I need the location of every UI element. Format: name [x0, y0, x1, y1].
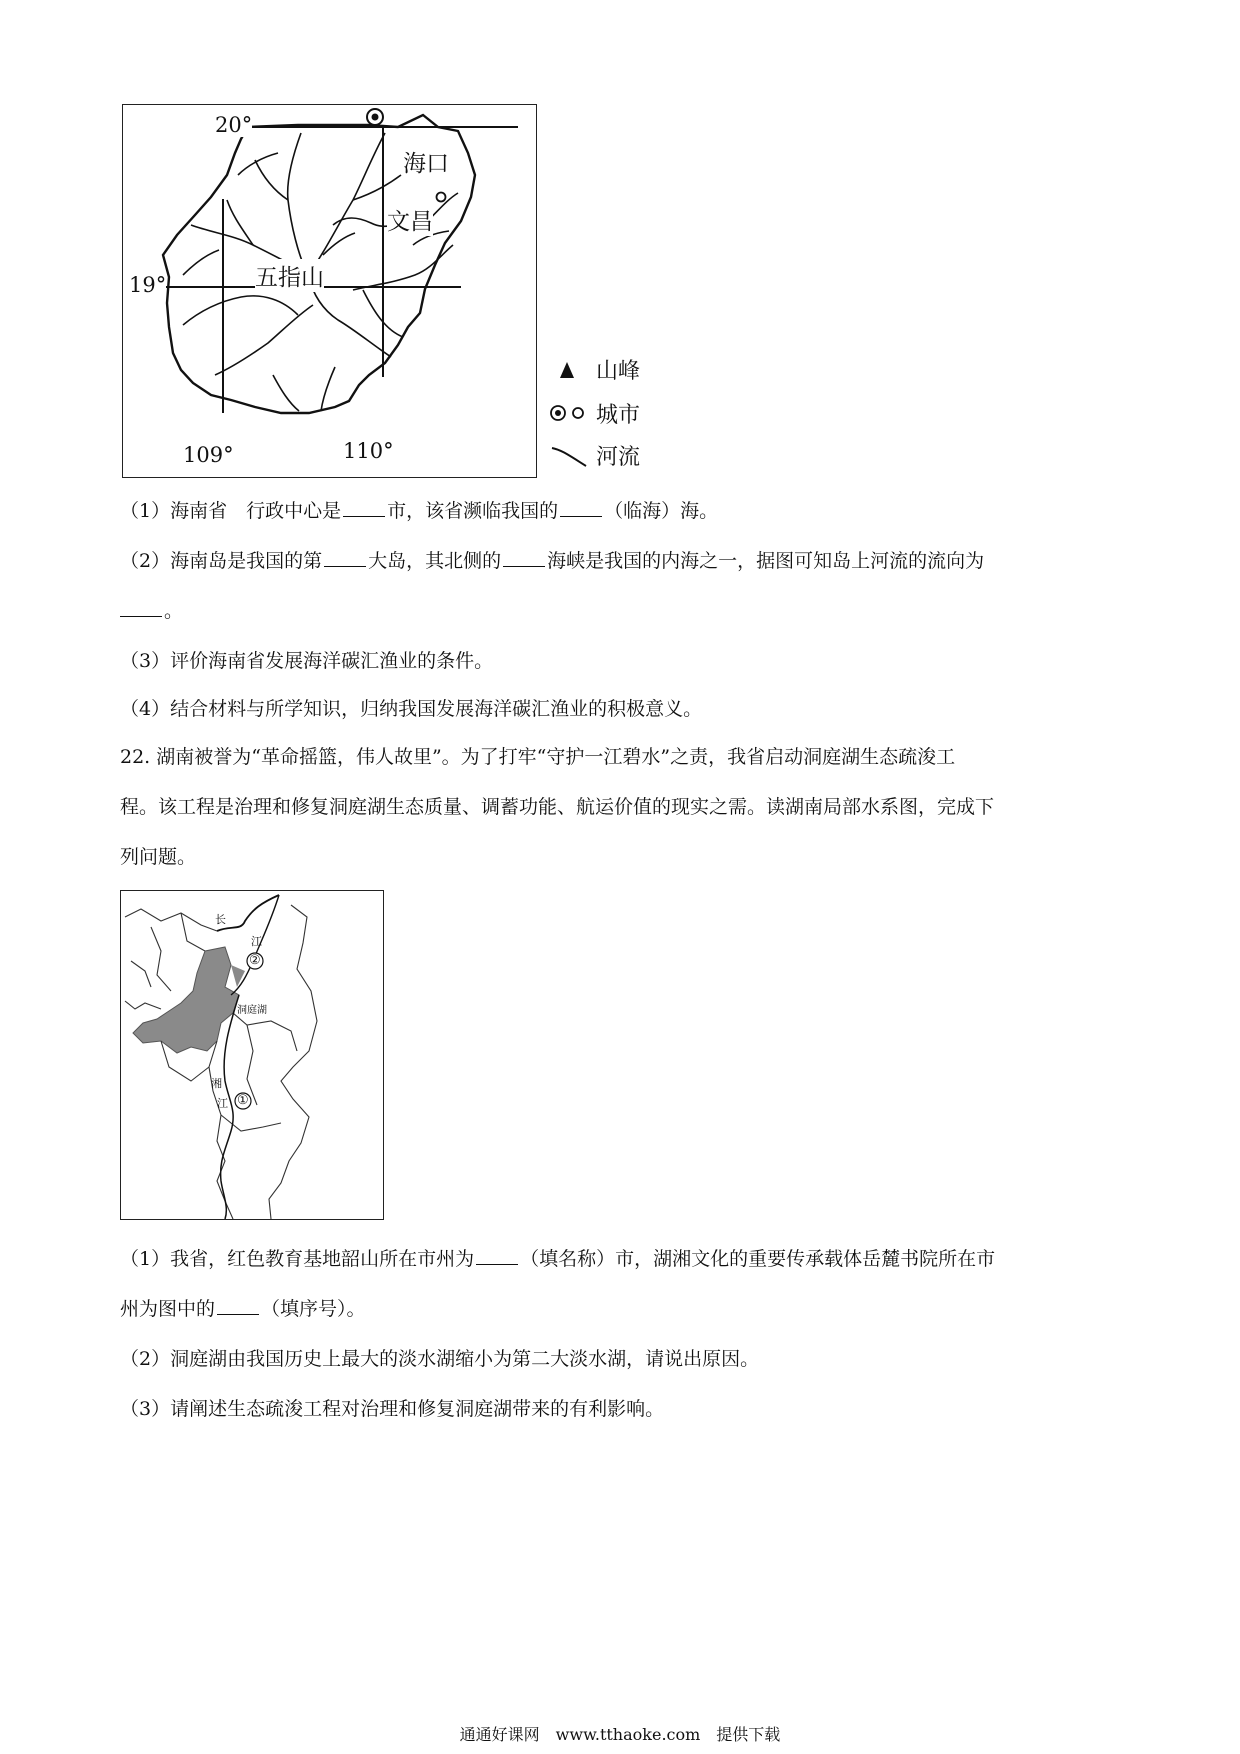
- q21-part1: （1）海南省 行政中心是 市，该省濒临我国的 （临海）海。: [120, 500, 719, 522]
- label-jiang: 江: [251, 935, 262, 948]
- haikou-label: 海口: [403, 145, 449, 178]
- q21-part3: （3）评价海南省发展海洋碳汇渔业的条件。: [120, 650, 494, 672]
- map-legend: [548, 354, 688, 474]
- marker-2: ②: [249, 953, 261, 968]
- river-icon: [548, 440, 590, 470]
- q22-intro-line3: 列问题。: [120, 846, 197, 868]
- wenchang-city-symbol: [437, 193, 446, 202]
- q21-part2-cont: 。: [120, 598, 183, 624]
- answer-blank: [560, 498, 602, 517]
- lon-109-label: 109°: [183, 443, 234, 467]
- q22-part3: （3）请阐述生态疏浚工程对治理和修复洞庭湖带来的有利影响。: [120, 1398, 665, 1420]
- legend-river: [548, 440, 640, 470]
- label-xiang: 湘: [211, 1077, 222, 1090]
- answer-blank: [120, 598, 162, 617]
- hainan-map-drawing: [123, 105, 536, 477]
- legend-city: [548, 398, 640, 428]
- label-jiang-2: 江: [217, 1097, 228, 1110]
- city-icon: [548, 398, 590, 428]
- marker-1: ①: [237, 1093, 249, 1108]
- label-chang: 长: [215, 913, 226, 926]
- q22-intro-line1: 22. 湖南被誉为“革命摇篮，伟人故里”。为了打牢“守护一江碧水”之责，我省启动洞庭湖生态疏浚工: [120, 746, 956, 768]
- answer-blank: [476, 1246, 518, 1265]
- wuzhishan-label: 五指山: [255, 259, 324, 292]
- q22-part2: （2）洞庭湖由我国历史上最大的淡水湖缩小为第二大淡水湖，请说出原因。: [120, 1348, 760, 1370]
- yangtze-river: [217, 895, 279, 931]
- lon-110-label: 110°: [343, 439, 394, 463]
- lat-20-label: 20°: [215, 113, 253, 137]
- q21-part2: （2）海南岛是我国的第 大岛，其北侧的 海峡是我国的内海之一，据图可知岛上河流的流向为: [120, 550, 985, 572]
- lat-19-label: 19°: [129, 273, 167, 297]
- answer-blank: [343, 498, 385, 517]
- answer-blank: [324, 548, 366, 567]
- legend-river-label: 河流: [596, 444, 641, 470]
- dongting-lake-shape: [133, 947, 239, 1053]
- answer-blank: [503, 548, 545, 567]
- label-dongting-lake: 洞庭湖: [237, 1005, 267, 1016]
- q22-intro-line2: 程。该工程是治理和修复洞庭湖生态质量、调蓄功能、航运价值的现实之需。读湖南局部水系图，完成下: [120, 796, 995, 818]
- hunan-water-system-map: [120, 890, 384, 1220]
- wenchang-label: 文昌: [387, 203, 433, 236]
- q22-part1: （1）我省，红色教育基地韶山所在市州为 （填名称）市，湖湘文化的重要传承载体岳麓书院所在市: [120, 1248, 996, 1270]
- hainan-map: [122, 104, 537, 478]
- legend-peak-label: 山峰: [596, 358, 641, 384]
- q21-part4: （4）结合材料与所学知识，归纳我国发展海洋碳汇渔业的积极意义。: [120, 698, 703, 720]
- q22-part1-cont: 州为图中的 （填序号）。: [120, 1298, 366, 1320]
- legend-city-label: 城市: [596, 402, 641, 428]
- peak-icon: [548, 354, 590, 384]
- legend-peak: [548, 354, 640, 384]
- answer-blank: [217, 1296, 259, 1315]
- page-footer: 通通好课网 www.tthaoke.com 提供下载: [459, 1725, 781, 1744]
